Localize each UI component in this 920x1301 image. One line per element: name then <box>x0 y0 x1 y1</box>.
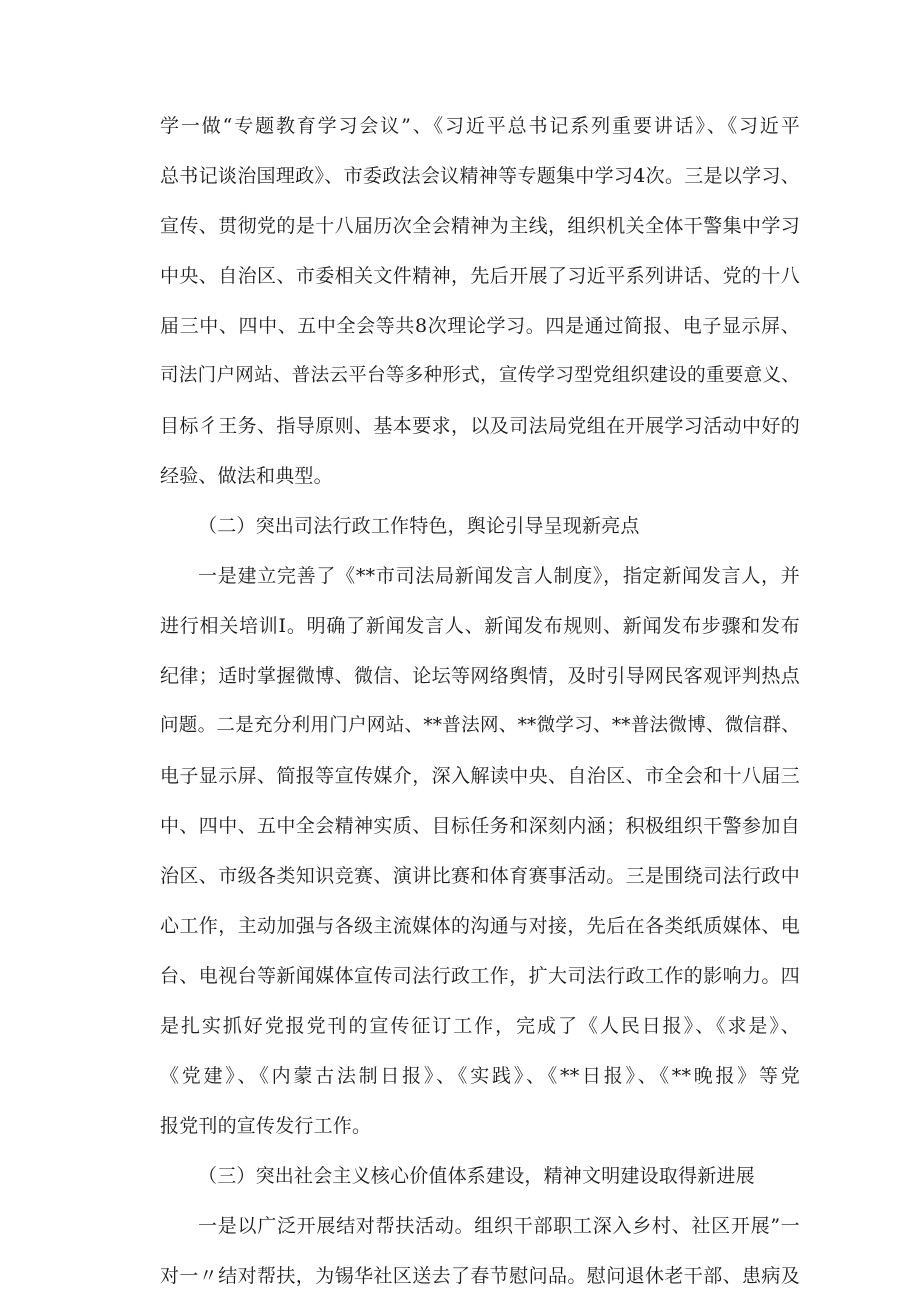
paragraph-line: 电子显示屏、简报等宣传媒介，深入解读中央、自治区、市全会和十八届三 <box>160 765 800 787</box>
paragraph-line: 总书记谈治国理政》、市委政法会议精神等专题集中学习4次。三是以学习、 <box>160 165 800 187</box>
paragraph-line: 中、四中、五中全会精神实质、目标任务和深刻内涵；积极组织干警参加自 <box>160 815 800 837</box>
paragraph-line: 对一〃结对帮扶，为锡华社区送去了春节慰问品。慰问退休老干部、患病及 <box>160 1265 800 1287</box>
paragraph-line: 心工作，主动加强与各级主流媒体的沟通与对接，先后在各类纸质媒体、电 <box>160 915 800 937</box>
paragraph-line: 治区、市级各类知识竞赛、演讲比赛和体育赛事活动。三是围绕司法行政中 <box>160 865 800 887</box>
paragraph-line: 经验、做法和典型。 <box>160 465 333 487</box>
paragraph-line: 问题。二是充分利用门户网站、**普法网、**微学习、**普法微博、微信群、 <box>160 715 800 736</box>
paragraph-line: 学一做“专题教育学习会议”、《习近平总书记系列重要讲话》、《习近平 <box>160 115 800 137</box>
section-heading: （三）突出社会主义核心价值体系建设，精神文明建设取得新进展 <box>198 1165 755 1187</box>
section-heading: （二）突出司法行政工作特色，舆论引导呈现新亮点 <box>198 515 640 537</box>
paragraph-line: 《党建》、《内蒙古法制日报》、《实践》、《**日报》、《**晚报》等党 <box>160 1065 800 1087</box>
paragraph-line: 中央、自治区、市委相关文件精神，先后开展了习近平系列讲话、党的十八 <box>160 265 800 287</box>
paragraph-line: 届三中、四中、五中全会等共8次理论学习。四是通过简报、电子显示屏、 <box>160 315 800 337</box>
paragraph-line: 台、电视台等新闻媒体宣传司法行政工作，扩大司法行政工作的影响力。四 <box>160 965 800 987</box>
paragraph-line: 一是以广泛开展结对帮扶活动。组织干部职工深入乡村、社区开展”一 <box>198 1215 800 1237</box>
paragraph-line: 纪律；适时掌握微博、微信、论坛等网络舆情，及时引导网民客观评判热点 <box>160 665 800 687</box>
paragraph-line: 宣传、贯彻党的是十八届历次全会精神为主线，组织机关全体干警集中学习 <box>160 215 800 237</box>
paragraph-line: 是扎实抓好党报党刊的宣传征订工作，完成了《人民日报》、《求是》、 <box>160 1015 800 1037</box>
paragraph-line: 进行相关培训I。明确了新闻发言人、新闻发布规则、新闻发布步骤和发布 <box>160 615 800 637</box>
paragraph-line: 目标彳王务、指导原则、基本要求，以及司法局党组在开展学习活动中好的 <box>160 415 800 437</box>
paragraph-line: 报党刊的宣传发行工作。 <box>160 1115 372 1137</box>
paragraph-line: 司法门户网站、普法云平台等多种形式，宣传学习型党组织建设的重要意义、 <box>160 365 800 386</box>
paragraph-line: 一是建立完善了《**市司法局新闻发言人制度》，指定新闻发言人，并 <box>198 565 800 587</box>
